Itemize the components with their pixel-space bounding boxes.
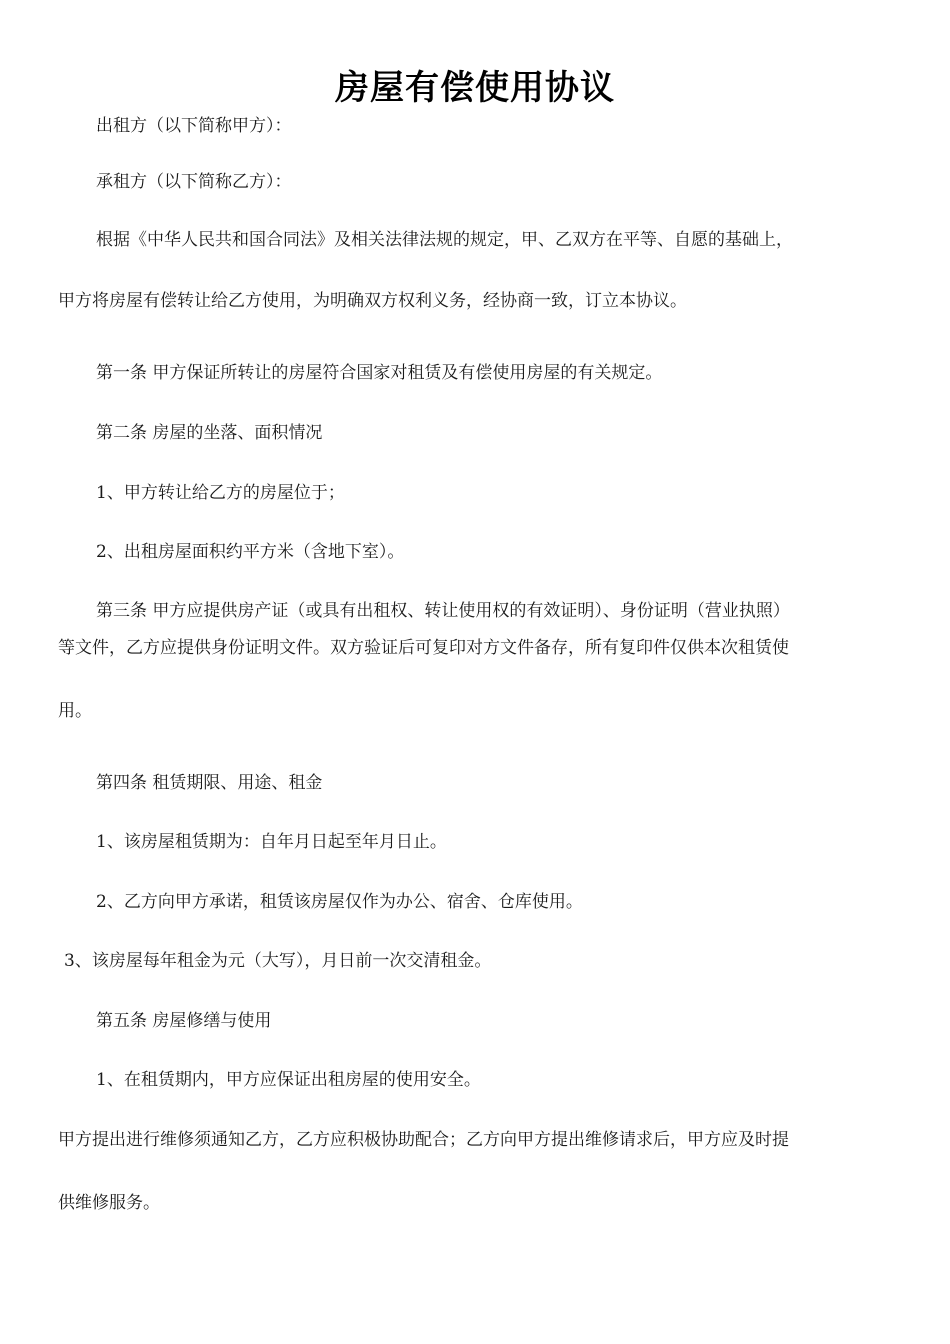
preamble-line-2: 甲方将房屋有偿转让给乙方使用，为明确双方权利义务，经协商一致，订立本协议。 (58, 291, 687, 311)
article-2-item-1: 1、甲方转让给乙方的房屋位于； (96, 483, 345, 503)
article-4-item-1: 1、该房屋租赁期为：自年月日起至年月日止。 (96, 832, 447, 852)
article-1: 第一条 甲方保证所转让的房屋符合国家对租赁及有偿使用房屋的有关规定。 (96, 363, 663, 383)
lessor-line: 出租方（以下简称甲方）： (96, 116, 292, 136)
article-4-item-2: 2、乙方向甲方承诺，租赁该房屋仅作为办公、宿舍、仓库使用。 (96, 892, 583, 912)
lessee-line: 承租方（以下简称乙方）： (96, 172, 292, 192)
article-4-item-3: 3、该房屋每年租金为元（大写），月日前一次交清租金。 (64, 951, 492, 971)
article-2-item-2: 2、出租房屋面积约平方米（含地下室）。 (96, 542, 405, 562)
document-title: 房屋有偿使用协议 (335, 68, 615, 108)
article-2-heading: 第二条 房屋的坐落、面积情况 (96, 423, 323, 443)
article-5-line-2: 甲方提出进行维修须通知乙方，乙方应积极协助配合；乙方向甲方提出维修请求后，甲方应及时提 (58, 1130, 789, 1150)
article-3-line-3: 用。 (58, 701, 92, 721)
article-3-line-2: 等文件，乙方应提供身份证明文件。双方验证后可复印对方文件备存，所有复印件仅供本次租赁使 (58, 638, 789, 658)
preamble-line-1: 根据《中华人民共和国合同法》及相关法律法规的规定，甲、乙双方在平等、自愿的基础上， (96, 230, 793, 250)
article-4-heading: 第四条 租赁期限、用途、租金 (96, 773, 323, 793)
article-5-line-3: 供维修服务。 (58, 1193, 160, 1213)
article-5-item-1: 1、在租赁期内，甲方应保证出租房屋的使用安全。 (96, 1070, 481, 1090)
article-3-line-1: 第三条 甲方应提供房产证（或具有出租权、转让使用权的有效证明）、身份证明（营业执照） (96, 601, 790, 621)
article-5-heading: 第五条 房屋修缮与使用 (96, 1011, 272, 1031)
